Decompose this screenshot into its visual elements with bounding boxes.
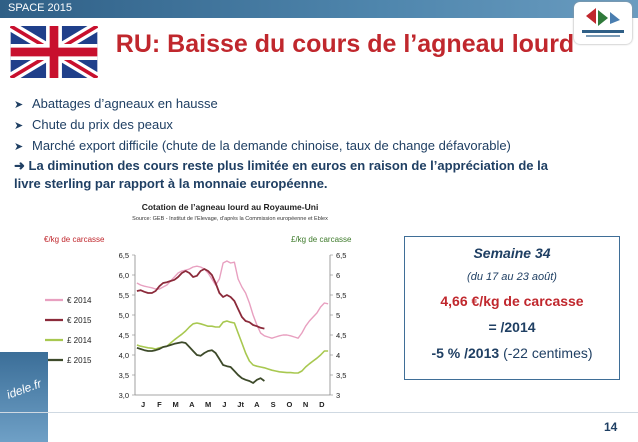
uk-flag	[10, 26, 98, 78]
left-tick-label: 6,0	[118, 271, 129, 280]
left-tick-label: 4,5	[118, 331, 129, 340]
month-tick-label: J	[141, 400, 146, 409]
left-tick-label: 5,5	[118, 291, 129, 300]
arrow-bullet-icon: ➤	[14, 99, 24, 111]
right-tick-label: 6	[336, 271, 341, 280]
arrow-bullet-icon: ➤	[14, 120, 24, 132]
right-tick-label: 6,5	[336, 251, 347, 260]
legend-label: £ 2015	[67, 356, 92, 365]
week-price: 4,66 €/kg de carcasse	[440, 293, 584, 309]
institut-elevage-logo	[574, 2, 632, 44]
arrow-bullet-icon: ➤	[14, 141, 24, 153]
chart-canvas	[40, 195, 380, 415]
month-tick-label: D	[319, 400, 325, 409]
week-label: Semaine 34	[473, 245, 551, 261]
month-tick-label: A	[254, 400, 260, 409]
right-arrow-icon: ➜	[14, 158, 25, 173]
right-tick-label: 4	[336, 351, 341, 360]
bullet-text: Marché export difficile (chute de la demande chinoise, taux de change défavorable)	[32, 138, 511, 153]
bullet-text: Chute du prix des peaux	[32, 117, 173, 132]
right-tick-label: 4,5	[336, 331, 347, 340]
month-tick-label: Jt	[237, 400, 244, 409]
month-tick-label: M	[205, 400, 212, 409]
slide-title: RU: Baisse du cours de l’agneau lourd	[115, 30, 575, 58]
change-vs-2014: = /2014	[488, 319, 536, 335]
week-dates: (du 17 au 23 août)	[467, 271, 557, 283]
bullet-text: Abattages d’agneaux en hausse	[32, 96, 218, 111]
event-label: SPACE 2015	[8, 2, 73, 14]
series-line	[137, 269, 265, 329]
month-tick-label: S	[270, 400, 276, 409]
footer-divider	[0, 412, 638, 413]
right-tick-label: 5	[336, 311, 341, 320]
left-tick-label: 3,5	[118, 371, 129, 380]
conclusion-line-1: La diminution des cours reste plus limitée en euros en raison de l’appréciation de la	[28, 158, 548, 173]
right-tick-label: 5,5	[336, 291, 347, 300]
change-vs-2013-main: -5 % /2013	[431, 345, 500, 361]
change-vs-2013	[405, 345, 619, 361]
conclusion-text	[14, 157, 622, 193]
left-axis-label: €/kg de carcasse	[44, 235, 105, 244]
chart-title: Cotation de l’agneau lourd au Royaume-Uni	[141, 202, 319, 212]
bullet-item	[14, 95, 634, 114]
chart-subtitle: Source: GEB - Institut de l’Elevage, d’après la Commission européenne et Eblex	[132, 216, 328, 222]
right-tick-label: 3,5	[336, 371, 347, 380]
legend-label: € 2015	[67, 316, 92, 325]
left-tick-label: 4,0	[118, 351, 129, 360]
legend-label: € 2014	[67, 296, 92, 305]
legend-label: £ 2014	[67, 336, 92, 345]
brand-watermark: idele.fr	[4, 376, 44, 402]
right-tick-label: 3	[336, 391, 341, 400]
conclusion-line-2: livre sterling par rapport à la monnaie européenne.	[14, 176, 328, 191]
month-tick-label: J	[222, 400, 227, 409]
month-tick-label: O	[286, 400, 293, 409]
brand-sidebar	[0, 352, 48, 442]
top-banner	[0, 0, 638, 18]
month-tick-label: A	[189, 400, 195, 409]
week-summary-box	[404, 236, 620, 380]
bullet-list	[14, 95, 634, 158]
left-tick-label: 3,0	[118, 391, 129, 400]
month-tick-label: M	[172, 400, 179, 409]
change-vs-2013-detail: (-22 centimes)	[503, 345, 593, 361]
left-tick-label: 6,5	[118, 251, 129, 260]
page-number: 14	[604, 420, 618, 434]
left-tick-label: 5,0	[118, 311, 129, 320]
bullet-item	[14, 137, 634, 156]
bullet-item	[14, 116, 634, 135]
right-axis-label: £/kg de carcasse	[291, 235, 352, 244]
month-tick-label: F	[157, 400, 162, 409]
month-tick-label: N	[302, 400, 309, 409]
price-chart	[40, 195, 380, 415]
